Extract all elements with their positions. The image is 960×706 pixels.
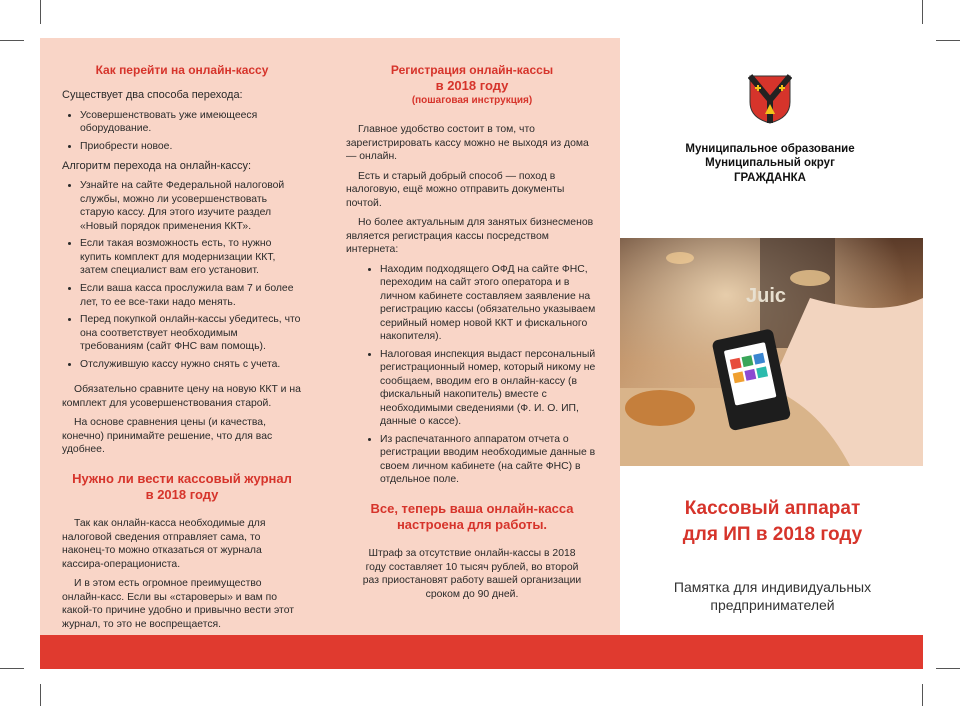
coat-of-arms-icon — [748, 74, 792, 124]
heading-transition: Как перейти на онлайн-кассу — [95, 63, 269, 77]
algo-title: Алгоритм перехода на онлайн-кассу: — [62, 160, 252, 173]
list-item: • Отслужившую кассу нужно снять с учета. — [80, 358, 302, 372]
journal-text-1: Так как онлайн-касса необходимые для налоговой сведения отправляет сама, то наконец-то можно отказаться от журнала кассира-операциониста. — [62, 518, 266, 570]
column-transition — [62, 62, 302, 637]
registration-text-2: Есть и старый добрый способ — поход в налоговую, ещё можно отправить документы почтой. — [346, 170, 565, 209]
list-item: • Перед покупкой онлайн-кассы убедитесь, что она соответствует необходимым требованиям (сайт ФНС вам помощь). — [80, 313, 302, 354]
crop-mark — [922, 0, 923, 24]
compare-text: Обязательно сравните цену на новую ККТ и на комплект для усовершенствования старой. — [62, 384, 301, 409]
heading-registration: Регистрация онлайн-кассы в 2018 году (пошаговая инструкция) — [390, 63, 554, 106]
fine-text: Штраф за отсутствие онлайн-кассы в 2018 году составляет 10 тысяч рублей, во второй раз приостановят работу вашей организации сроком до 90 дней. — [362, 548, 582, 600]
crop-mark — [0, 668, 24, 669]
journal-text-2: И в этом есть огромное преимущество онлайн-касс. Если вы «староверы» и вам по какой-то причине удобно и привычно вести этот журнал, то это не воспрещается. — [62, 578, 295, 630]
list-item: • Из распечатанного аппаратом отчета о регистрации вводим необходимые данные в своем личном кабинете (на сайте ФНС) в отдельное поле. — [380, 433, 598, 487]
brochure-title: Кассовый аппарат для ИП в 2018 году — [682, 498, 863, 545]
list-item: • Если ваша касса прослужила вам 7 и более лет, то ее все-таки надо менять. — [80, 282, 302, 309]
crop-mark — [40, 684, 41, 706]
steps-list — [346, 263, 598, 487]
list-item: • Приобрести новое. — [80, 140, 302, 154]
decision-text: На основе сравнения цены (и качества, конечно) принимайте решение, что для вас удобнее. — [62, 417, 273, 456]
intro-text: Существует два способа перехода: — [62, 89, 243, 102]
photo-sign-text: Juic — [746, 285, 787, 307]
cover-photo-pos-terminal — [620, 238, 923, 466]
crop-mark — [936, 40, 960, 41]
heading-journal: Нужно ли вести кассовый журнал в 2018 году — [72, 470, 292, 502]
crop-mark — [922, 684, 923, 706]
bottom-red-band — [40, 635, 923, 669]
column-registration — [346, 62, 598, 607]
list-item: • Налоговая инспекция выдаст персональный регистрационный номер, который никому не сообщаем, вводим его в онлайн-кассу (в фискальный накопитель) вместе с необходимыми сведениями (Ф. И. О. ИП, данные о кассе). — [380, 348, 598, 429]
crop-mark — [40, 0, 41, 24]
list-item: • Узнайте на сайте Федеральной налоговой службы, можно ли усовершенствовать старую кассу. Для этого изучите раздел «Новый порядок применения ККТ». — [80, 179, 302, 233]
crop-mark — [936, 668, 960, 669]
heading-done: Все, теперь ваша онлайн-касса настроена для работы. — [370, 500, 574, 533]
registration-text-1: Главное удобство состоит в том, что зарегистрировать кассу можно не выходя из дома — онлайн. — [346, 124, 589, 163]
municipality-name: Муниципальное образование Муниципальный округ ГРАЖДАНКА — [685, 143, 855, 184]
crop-mark — [0, 40, 24, 41]
list-item: • Усовершенствовать уже имеющееся оборудование. — [80, 109, 302, 136]
ways-list — [62, 109, 302, 154]
registration-text-3: Но более актуальным для занятых бизнесменов является регистрация кассы посредством интернета: — [346, 217, 594, 256]
algo-list — [62, 179, 302, 371]
list-item: • Если такая возможность есть, то нужно купить комплект для модернизации ККТ, затем специалист вам его установит. — [80, 237, 302, 278]
list-item: • Находим подходящего ОФД на сайте ФНС, переходим на сайт этого оператора и в личном кабинете составляем заявление на регистрацию кассы (обязательно указываем серийный номер новой ККТ и фискального накопителя). — [380, 263, 598, 344]
brochure-subtitle: Памятка для индивидуальных предпринимателей — [673, 579, 872, 614]
